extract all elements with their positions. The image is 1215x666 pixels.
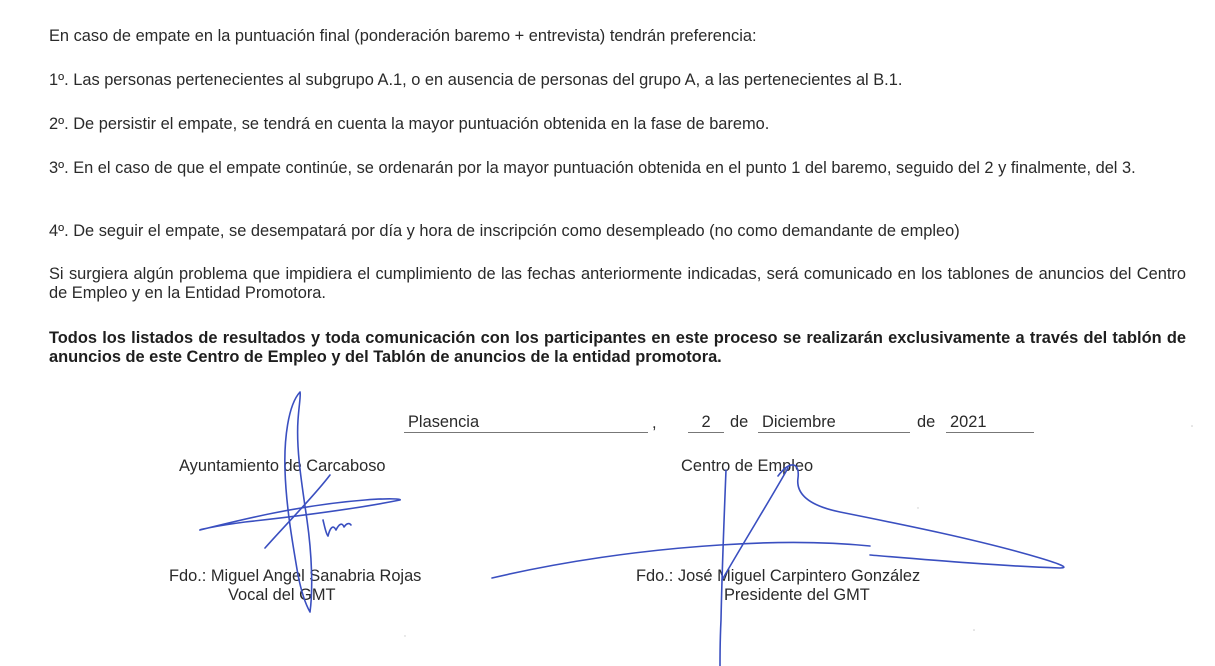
year-field: 2021 bbox=[946, 413, 1034, 433]
problem-paragraph: Si surgiera algún problema que impidiera el cumplimiento de las fechas anteriormente indicadas, será comunicado en los tablones de anuncios del Centro de Empleo y en la Entidad Promotora. bbox=[49, 265, 1186, 302]
right-signer-name: Fdo.: José Miguel Carpintero González bbox=[636, 567, 921, 585]
date-de-2: de bbox=[917, 413, 936, 431]
right-signer-role: Presidente del GMT bbox=[724, 586, 870, 604]
notice-paragraph: Todos los listados de resultados y toda comunicación con los participantes en este proceso se realizarán exclusivamente a través del tablón de anuncios de este Centro de Empleo y del Tablón de anuncios de la entidad promotora. bbox=[49, 329, 1186, 366]
left-entity: Ayuntamiento de Carcaboso bbox=[179, 457, 386, 475]
right-entity: Centro de Empleo bbox=[681, 457, 814, 475]
preference-item-4: 4º. De seguir el empate, se desempatará por día y hora de inscripción como desempleado (no como demandante de empleo) bbox=[49, 222, 960, 240]
month-field: Diciembre bbox=[758, 413, 910, 433]
right-signature-loop bbox=[778, 465, 1064, 568]
left-signature-sweep bbox=[200, 499, 400, 530]
date-de-1: de bbox=[730, 413, 749, 431]
left-signer-name: Fdo.: Miguel Angel Sanabria Rojas bbox=[169, 567, 422, 585]
place-field: Plasencia bbox=[404, 413, 648, 433]
left-signer-role: Vocal del GMT bbox=[228, 586, 336, 604]
left-signature-diag bbox=[265, 475, 330, 548]
right-signature-diag bbox=[722, 468, 788, 580]
preference-item-2: 2º. De persistir el empate, se tendrá en cuenta la mayor puntuación obtenida en la fase de baremo. bbox=[49, 115, 770, 133]
left-signature-flourish bbox=[323, 520, 351, 536]
intro-paragraph: En caso de empate en la puntuación final (ponderación baremo + entrevista) tendrán preferencia: bbox=[49, 27, 757, 45]
preference-item-1: 1º. Las personas pertenecientes al subgrupo A.1, o en ausencia de personas del grupo A, a las pertenecientes al B.1. bbox=[49, 71, 903, 89]
day-field: 2 bbox=[688, 413, 724, 433]
date-comma: , bbox=[652, 414, 657, 432]
preference-item-3: 3º. En el caso de que el empate continúe, se ordenarán por la mayor puntuación obtenida en el punto 1 del baremo, seguido del 2 y finalmente, del 3. bbox=[49, 159, 1136, 177]
